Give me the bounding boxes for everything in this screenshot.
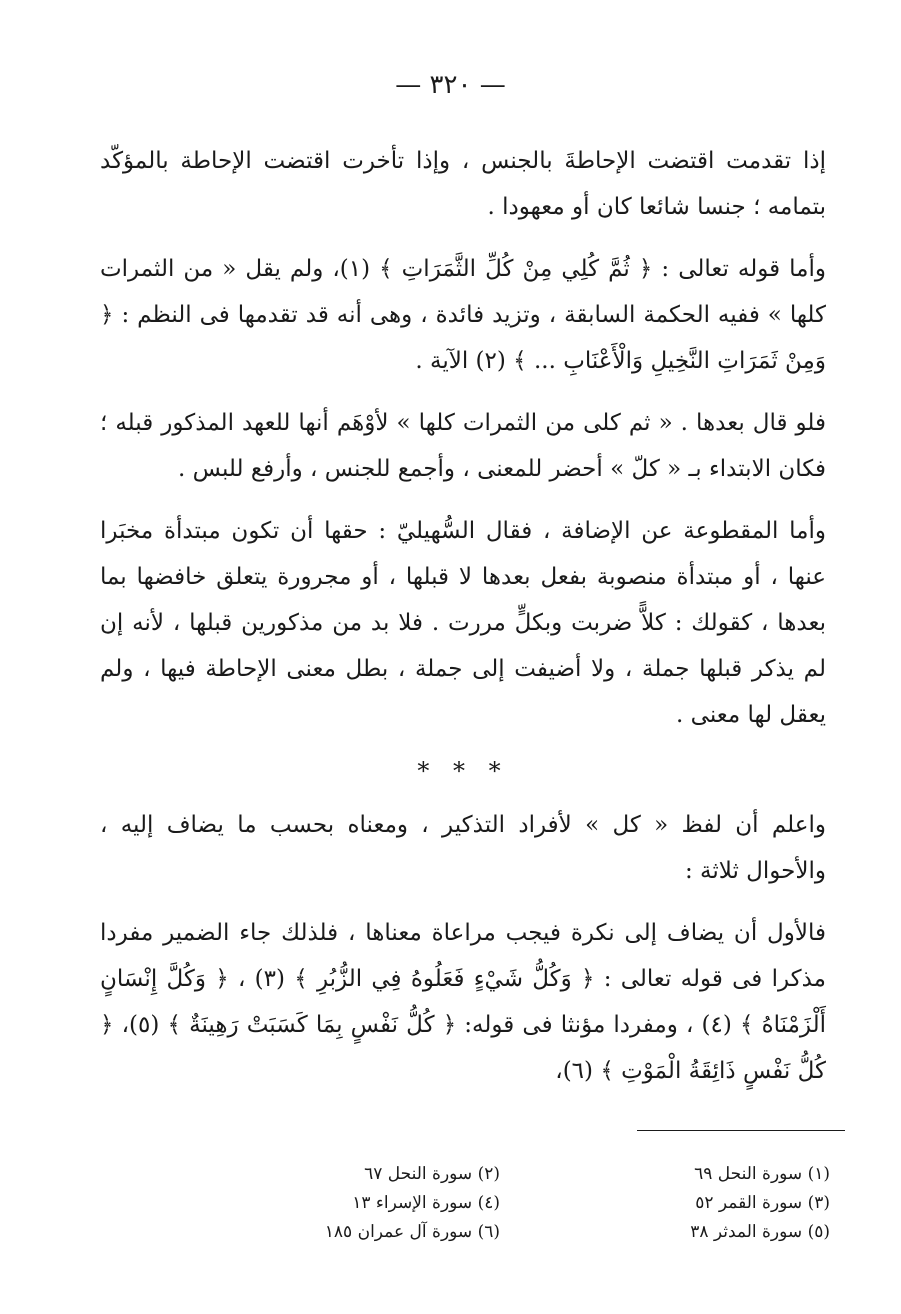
paragraph-1: إذا تقدمت اقتضت الإحاطةَ بالجنس ، وإذا تأخرت اقتضت الإحاطة بالمؤكّد بتمامه ؛ جنسا شائعا كان أو معهودا . <box>100 148 826 220</box>
page-number: — ٣٢٠ — <box>395 70 506 100</box>
footnote-5: (٥) سورة المدثر ٣٨ <box>690 1222 830 1242</box>
paragraph-3: فلو قال بعدها . « ثم كلى من الثمرات كلها » لأوْهَم أنها للعهد المذكور قبله ؛ فكان الابتداء بـ « كلّ » أحضر للمعنى ، وأجمع للجنس ، وأرفع للبس . <box>100 410 826 482</box>
paragraph-5: واعلم أن لفظ « كل » لأفراد التذكير ، ومعناه بحسب ما يضاف إليه ، والأحوال ثلاثة : <box>100 812 826 884</box>
footnote-6: (٦) سورة آل عمران ١٨٥ <box>324 1222 500 1242</box>
paragraph-2: وأما قوله تعالى : ﴿ ثُمَّ كُلِي مِنْ كُلِّ الثَّمَرَاتِ ﴾ (١)، ولم يقل « من الثمرات كلها » ففيه الحكمة السابقة ، وتزيد فائدة ، وهى أنه قد تقدمها فى النظم : ﴿ وَمِنْ ثَمَرَاتِ النَّخِيلِ وَالْأَعْنَابِ ... ﴾ (٢) الآية . <box>100 256 826 374</box>
footnote-2: (٢) سورة النحل ٦٧ <box>364 1164 500 1184</box>
body-text <box>100 138 826 1110</box>
footnote-divider <box>637 1130 845 1131</box>
section-separator: * * * <box>417 757 509 785</box>
paragraph-6: فالأول أن يضاف إلى نكرة فيجب مراعاة معناها ، فلذلك جاء الضمير مفردا مذكرا فى قوله تعالى : ﴿ وَكُلُّ شَيْءٍ فَعَلُوهُ فِي الزُّبُرِ ﴾ (٣) ، ﴿ وَكُلَّ إِنْسَانٍ أَلْزَمْنَاهُ ﴾ (٤) ، ومفردا مؤنثا فى قوله: ﴿ كُلُّ نَفْسٍ بِمَا كَسَبَتْ رَهِينَةٌ ﴾ (٥)، ﴿ كُلُّ نَفْسٍ ذَائِقَةُ الْمَوْتِ ﴾ (٦)، <box>100 920 826 1084</box>
footnote-1: (١) سورة النحل ٦٩ <box>694 1164 830 1184</box>
footnote-3: (٣) سورة القمر ٥٢ <box>695 1193 830 1213</box>
footnote-4: (٤) سورة الإسراء ١٣ <box>352 1193 500 1213</box>
footnotes <box>210 1160 830 1247</box>
paragraph-4: وأما المقطوعة عن الإضافة ، فقال السُّهيليّ : حقها أن تكون مبتدأة مخبَرا عنها ، أو مبتدأة منصوبة بفعل بعدها لا قبلها ، أو مجرورة يتعلق خافضها بما بعدها ، كقولك : كلاًّ ضربت وبكلٍّ مررت . فلا بد من مذكورين قبلها ، لأنه إن لم يذكر قبلها جملة ، ولا أضيفت إلى جملة ، بطل معنى الإحاطة فيها ، ولم يعقل لها معنى . <box>100 518 826 728</box>
